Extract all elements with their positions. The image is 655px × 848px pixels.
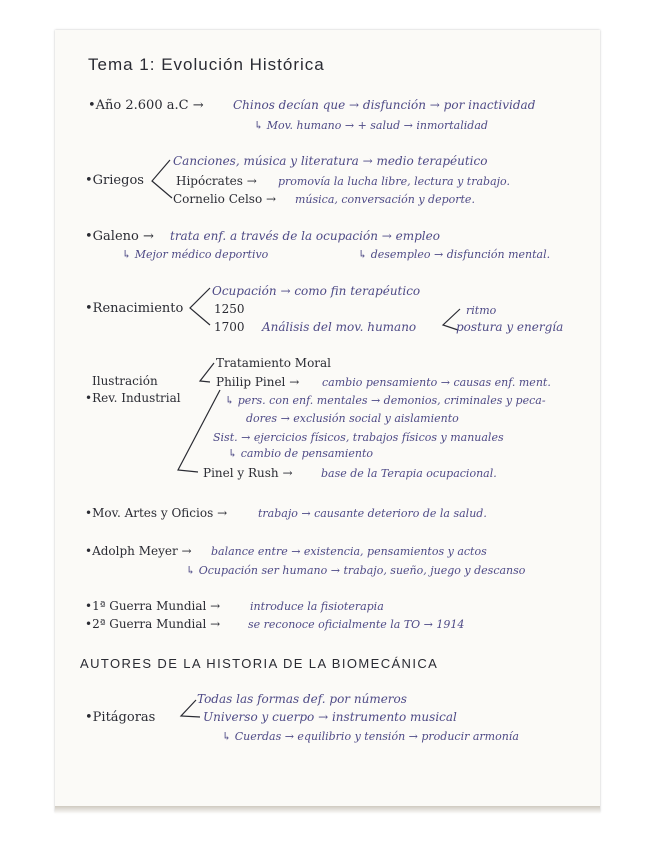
griegos-celso: Cornelio Celso →	[173, 192, 277, 206]
renac-ritmo: ritmo	[466, 304, 497, 317]
renac-line-3: Análisis del mov. humano	[262, 320, 417, 334]
ilus-pinel-rush: Pinel y Rush →	[203, 466, 293, 480]
renac-line-2: 1250	[214, 302, 245, 316]
griegos-line-1: Canciones, música y literatura → medio terapéutico	[173, 154, 488, 168]
griegos-line-2: promovía la lucha libre, lectura y trabajo.	[278, 175, 510, 188]
pitagoras-line-3: ↳ Cuerdas → equilibrio y tensión → producir armonía	[222, 730, 519, 743]
griegos-line-3: música, conversación y deporte.	[295, 193, 475, 206]
mov-label: •Mov. Artes y Oficios →	[85, 506, 228, 520]
galeno-sub-2: ↳ desempleo → disfunción mental.	[358, 248, 551, 261]
mov-text: trabajo → causante deterioro de la salud.	[258, 507, 487, 520]
pitagoras-label: •Pitágoras	[85, 710, 156, 725]
ilus-line-1: Tratamiento Moral	[216, 356, 332, 370]
ilus-pinel: Philip Pinel →	[216, 375, 300, 389]
griegos-label: •Griegos	[85, 173, 144, 188]
gm2-label: •2ª Guerra Mundial →	[85, 617, 221, 631]
renac-label: •Renacimiento	[85, 301, 184, 316]
section-heading: AUTORES DE LA HISTORIA DE LA BIOMECÁNICA	[80, 656, 439, 671]
ano-text: Chinos decían que → disfunción → por inactividad	[233, 98, 536, 112]
gm1-label: •1ª Guerra Mundial →	[85, 599, 221, 613]
gm1-text: introduce la fisioterapia	[250, 600, 384, 613]
renac-postura: postura y energía	[456, 320, 564, 334]
meyer-text: balance entre → existencia, pensamientos y actos	[211, 545, 487, 558]
ilus-label-1: Ilustración	[92, 374, 158, 388]
ano-sub: ↳ Mov. humano → + salud → inmortalidad	[254, 119, 488, 132]
pitagoras-line-2: Universo y cuerpo → instrumento musical	[203, 710, 457, 724]
griegos-hipocrates: Hipócrates →	[176, 174, 257, 188]
galeno-label: •Galeno →	[85, 229, 154, 244]
ilus-label-2: •Rev. Industrial	[85, 391, 181, 405]
ilus-bracket	[200, 363, 214, 382]
griegos-bracket	[152, 160, 172, 198]
galeno-text: trata enf. a través de la ocupación → empleo	[170, 229, 440, 243]
renac-bracket	[190, 288, 210, 325]
meyer-sub: ↳ Ocupación ser humano → trabajo, sueño, juego y descanso	[186, 564, 526, 577]
ilus-line-3: ↳ pers. con enf. mentales → demonios, criminales y peca-	[225, 394, 546, 407]
renac-year: 1700	[214, 320, 245, 334]
ilus-line-7: base de la Terapia ocupacional.	[321, 467, 497, 480]
ilus-line-6: ↳ cambio de pensamiento	[228, 447, 374, 460]
ilus-line-4: dores → exclusión social y aislamiento	[246, 412, 459, 425]
meyer-label: •Adolph Meyer →	[85, 544, 192, 558]
ilus-line-2: cambio pensamiento → causas enf. ment.	[322, 376, 551, 389]
galeno-sub-1: ↳ Mejor médico deportivo	[122, 248, 269, 261]
ano-label: •Año 2.600 a.C →	[88, 98, 204, 113]
gm2-text: se reconoce oficialmente la TO → 1914	[248, 618, 465, 631]
page-title: Tema 1: Evolución Histórica	[88, 55, 325, 74]
pitagoras-line-1: Todas las formas def. por números	[197, 692, 407, 706]
ilus-line-5: Sist. → ejercicios físicos, trabajos físicos y manuales	[213, 431, 504, 444]
renac-line-1: Ocupación → como fin terapéutico	[212, 284, 421, 298]
